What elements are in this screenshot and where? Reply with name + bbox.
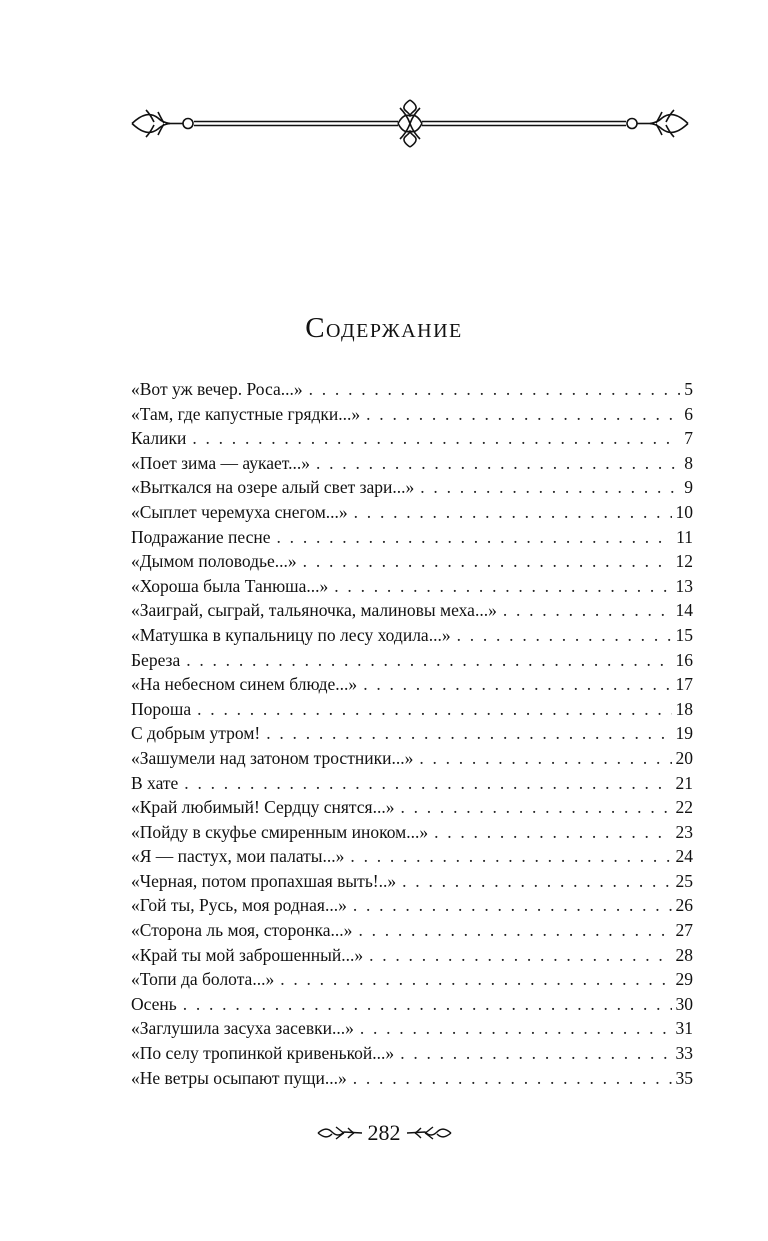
toc-entry-page: 13 bbox=[675, 575, 693, 596]
table-of-contents bbox=[131, 377, 693, 1090]
toc-entry-title: «Сыплет черемуха снегом...» bbox=[131, 501, 348, 522]
toc-dot-leader bbox=[366, 402, 680, 427]
toc-dot-leader bbox=[503, 598, 672, 623]
toc-entry bbox=[131, 648, 693, 673]
toc-dot-leader bbox=[420, 475, 680, 500]
toc-dot-leader bbox=[353, 893, 672, 918]
toc-entry bbox=[131, 869, 693, 894]
toc-entry-page: 26 bbox=[675, 895, 693, 916]
toc-dot-leader bbox=[400, 795, 671, 820]
toc-entry-title: «Заглушила засуха засевки...» bbox=[131, 1018, 354, 1039]
toc-entry bbox=[131, 795, 693, 820]
toc-entry bbox=[131, 771, 693, 796]
toc-entry-page: 8 bbox=[684, 452, 693, 473]
toc-entry-page: 27 bbox=[675, 920, 693, 941]
toc-entry bbox=[131, 451, 693, 476]
toc-dot-leader bbox=[360, 1016, 672, 1041]
toc-dot-leader bbox=[369, 943, 671, 968]
toc-entry-title: «Матушка в купальницу по лесу ходила...» bbox=[131, 624, 451, 645]
page-footer bbox=[0, 1118, 768, 1148]
toc-entry bbox=[131, 943, 693, 968]
toc-entry bbox=[131, 820, 693, 845]
toc-entry-page: 14 bbox=[675, 600, 693, 621]
toc-entry-page: 21 bbox=[675, 772, 693, 793]
toc-entry-title: «Выткался на озере алый свет зари...» bbox=[131, 477, 415, 498]
toc-entry bbox=[131, 500, 693, 525]
toc-dot-leader bbox=[277, 525, 673, 550]
toc-dot-leader bbox=[266, 721, 671, 746]
toc-entry-title: Калики bbox=[131, 428, 187, 449]
toc-dot-leader bbox=[354, 500, 672, 525]
toc-entry bbox=[131, 746, 693, 771]
toc-entry-title: «Гой ты, Русь, моя родная...» bbox=[131, 895, 347, 916]
toc-entry-page: 31 bbox=[675, 1018, 693, 1039]
toc-entry-page: 33 bbox=[675, 1043, 693, 1064]
toc-entry-page: 30 bbox=[675, 993, 693, 1014]
toc-entry-page: 7 bbox=[684, 428, 693, 449]
toc-dot-leader bbox=[316, 451, 680, 476]
toc-entry-page: 11 bbox=[676, 526, 693, 547]
toc-entry-title: «Я — пастух, мои палаты...» bbox=[131, 846, 345, 867]
toc-entry-page: 18 bbox=[675, 698, 693, 719]
toc-entry-page: 10 bbox=[675, 501, 693, 522]
toc-dot-leader bbox=[309, 377, 681, 402]
toc-entry-page: 15 bbox=[675, 624, 693, 645]
toc-dot-leader bbox=[280, 967, 671, 992]
page-number: 282 bbox=[367, 1120, 401, 1145]
left-flourish-icon bbox=[316, 1124, 364, 1142]
toc-entry bbox=[131, 918, 693, 943]
toc-dot-leader bbox=[303, 549, 672, 574]
toc-dot-leader bbox=[419, 746, 671, 771]
toc-entry-title: «Дымом половодье...» bbox=[131, 551, 297, 572]
toc-entry bbox=[131, 967, 693, 992]
toc-entry bbox=[131, 598, 693, 623]
toc-entry-title: Подражание песне bbox=[131, 526, 271, 547]
toc-entry bbox=[131, 1016, 693, 1041]
toc-entry bbox=[131, 721, 693, 746]
toc-entry-title: «Край ты мой заброшенный...» bbox=[131, 944, 364, 965]
toc-entry-page: 35 bbox=[675, 1067, 693, 1088]
toc-entry bbox=[131, 402, 693, 427]
toc-dot-leader bbox=[184, 771, 671, 796]
toc-entry bbox=[131, 549, 693, 574]
toc-entry-title: «Вот уж вечер. Роса...» bbox=[131, 379, 303, 399]
toc-dot-leader bbox=[186, 648, 671, 673]
toc-entry-title: «Черная, потом пропахшая выть!..» bbox=[131, 870, 397, 891]
toc-entry-title: «Зашумели над затоном тростники...» bbox=[131, 747, 414, 768]
toc-dot-leader bbox=[353, 1066, 672, 1091]
toc-entry-title: «Заиграй, сыграй, тальяночка, малиновы меха...» bbox=[131, 600, 497, 621]
toc-entry-title: Береза bbox=[131, 649, 181, 670]
toc-entry-title: «Сторона ль моя, сторонка...» bbox=[131, 920, 353, 941]
toc-entry bbox=[131, 672, 693, 697]
toc-entry-title: «Не ветры осыпают пущи...» bbox=[131, 1067, 347, 1088]
toc-entry-title: «Поет зима — аукает...» bbox=[131, 452, 310, 473]
toc-entry-page: 23 bbox=[675, 821, 693, 842]
toc-dot-leader bbox=[334, 574, 671, 599]
toc-entry bbox=[131, 697, 693, 722]
toc-entry-title: «Там, где капустные грядки...» bbox=[131, 403, 361, 424]
toc-entry bbox=[131, 844, 693, 869]
toc-entry-title: «Топи да болота...» bbox=[131, 969, 275, 990]
toc-entry-page: 22 bbox=[675, 797, 693, 818]
toc-entry-title: «Пойду в скуфье смиренным иноком...» bbox=[131, 821, 429, 842]
toc-entry-page: 19 bbox=[675, 723, 693, 744]
toc-dot-leader bbox=[197, 697, 671, 722]
toc-entry-title: В хате bbox=[131, 772, 179, 793]
toc-entry bbox=[131, 475, 693, 500]
toc-entry-title: Осень bbox=[131, 993, 177, 1014]
toc-entry-page: 6 bbox=[684, 403, 693, 424]
toc-entry bbox=[131, 377, 693, 402]
toc-entry-title: «Хороша была Танюша...» bbox=[131, 575, 329, 596]
toc-entry-title: «На небесном синем блюде...» bbox=[131, 674, 358, 695]
toc-dot-leader bbox=[192, 426, 680, 451]
toc-entry bbox=[131, 574, 693, 599]
toc-entry-page: 20 bbox=[675, 747, 693, 768]
toc-entry bbox=[131, 426, 693, 451]
toc-entry bbox=[131, 893, 693, 918]
toc-dot-leader bbox=[350, 844, 671, 869]
toc-dot-leader bbox=[457, 623, 672, 648]
toc-entry-page: 29 bbox=[675, 969, 693, 990]
toc-entry bbox=[131, 1066, 693, 1091]
toc-entry bbox=[131, 623, 693, 648]
toc-dot-leader bbox=[183, 992, 672, 1017]
toc-dot-leader bbox=[434, 820, 671, 845]
toc-entry-title: «По селу тропинкой кривенькой...» bbox=[131, 1043, 395, 1064]
toc-entry-page: 16 bbox=[675, 649, 693, 670]
top-ornament-divider bbox=[128, 98, 692, 150]
toc-dot-leader bbox=[363, 672, 671, 697]
toc-entry-page: 28 bbox=[675, 944, 693, 965]
toc-entry-title: Пороша bbox=[131, 698, 192, 719]
toc-entry-page: 9 bbox=[684, 477, 693, 498]
toc-entry bbox=[131, 992, 693, 1017]
toc-dot-leader bbox=[400, 1041, 671, 1066]
page-title: Содержание bbox=[305, 312, 463, 344]
toc-entry bbox=[131, 1041, 693, 1066]
toc-entry-page: 5 bbox=[684, 379, 693, 399]
toc-dot-leader bbox=[402, 869, 671, 894]
toc-dot-leader bbox=[358, 918, 671, 943]
toc-entry bbox=[131, 525, 693, 550]
toc-entry-page: 12 bbox=[675, 551, 693, 572]
right-flourish-icon bbox=[405, 1124, 453, 1142]
toc-entry-page: 25 bbox=[675, 870, 693, 891]
toc-entry-page: 17 bbox=[675, 674, 693, 695]
toc-entry-title: «Край любимый! Сердцу снятся...» bbox=[131, 797, 395, 818]
toc-entry-title: С добрым утром! bbox=[131, 723, 261, 744]
toc-entry-page: 24 bbox=[675, 846, 693, 867]
